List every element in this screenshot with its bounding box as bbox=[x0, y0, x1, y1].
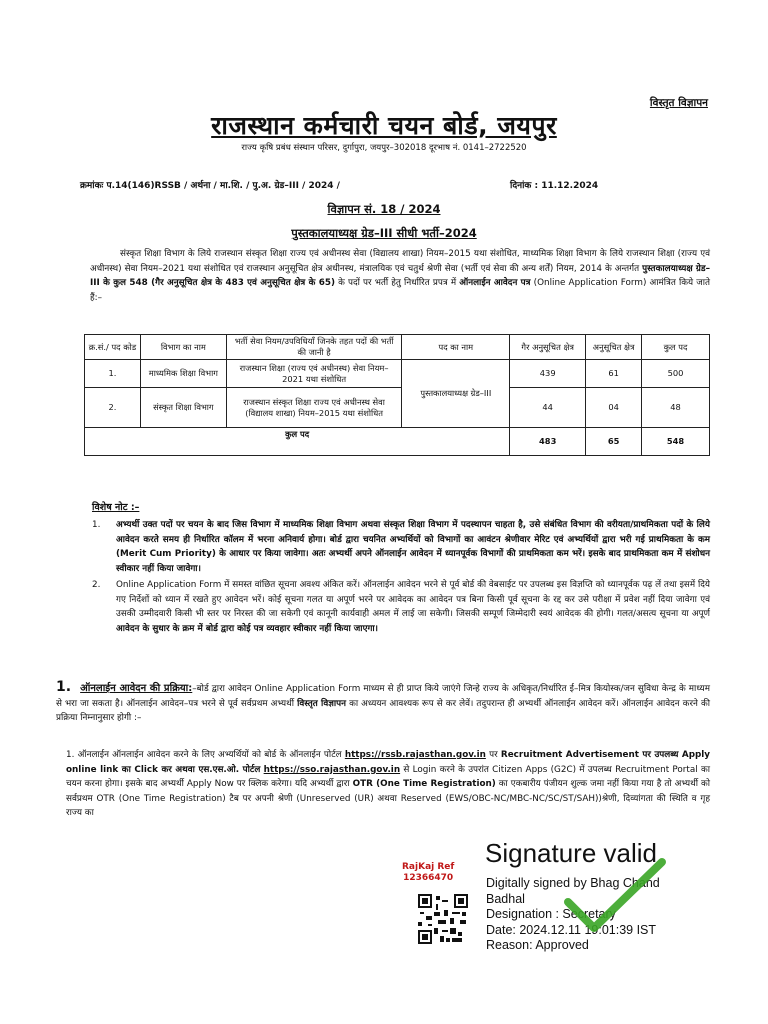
table-header-cell: कुल पद bbox=[642, 335, 710, 360]
signature-status: Signature valid bbox=[485, 838, 657, 868]
row-department: संस्कृत शिक्षा विभाग bbox=[140, 388, 226, 428]
sso-portal-link[interactable]: https://sso.rajasthan.gov.in bbox=[263, 764, 401, 775]
note-text: अभ्यर्थी उक्त पदों पर चयन के बाद जिस विभाग में माध्यमिक शिक्षा विभाग अथवा संस्कृत शिक्षा विभाग में पदस्थापन चाहता है, उसे संबंधित विभाग की वरीयता/प्राथमिकता पदों के लिये आवेदन करते समय ही निर्धारित कॉलम में भरना अनिवार्य होगा। बोर्ड द्वारा चयनित अभ्यर्थियों को विभागों का आवंटन श्रेणीवार मेरिट एवं अभ्यर्थियों द्वारा भरी गई प्राथमिकता के कम (Merit Cum Priority) के आधार पर किया जावेगा। अतः अभ्यर्थी अपने ऑनलाईन आवेदन में ध्यानपूर्वक विभागों की प्राथमिकता कम भरें। इसके बाद प्राथमिकता कम में संशोधन स्वीकार नहीं किया जावेगा। bbox=[116, 520, 710, 574]
table-header-cell: पद का नाम bbox=[402, 335, 510, 360]
signed-by: Digitally signed by Bhag Chand bbox=[486, 876, 660, 890]
process-step bbox=[66, 748, 710, 821]
signature-reason: Reason: Approved bbox=[486, 938, 589, 952]
section-text-a: –बोर्ड द्वारा आवेदन Online Application Form माध्यम से ही प्राप्त किये जाएंगे जिन्हे राज्य के अधिकृत/निर्धारित ई–मित्र कियोस्क/जन सुविधा केन्द्र के माध्यम से भरा जा सकता है। ऑनलाईन आवेदन–पत्र भरने से पूर्व सर्वप्रथम अभ्यर्थी bbox=[56, 684, 710, 709]
row-rules: राजस्थान शिक्षा (राज्य एवं अधीनस्थ) सेवा नियम–2021 यथा संशोधित bbox=[226, 360, 402, 388]
table-header-cell: भर्ती सेवा नियम/उपविधियाँ जिनके तहत पदों की भर्ती की जानी है bbox=[226, 335, 402, 360]
signer-surname: Badhal bbox=[486, 891, 525, 906]
row-total: 48 bbox=[642, 388, 710, 428]
note-text: Online Application Form में समस्त वांछित सूचना अवश्य अंकित करें। ऑनलाईन आवेदन भरने से पूर्व बोर्ड की वेबसाईट पर उपलब्ध इस विज्ञप्ति को ध्यानपूर्वक पढ़ लें तथा इसमें दिये गए निर्देशों को ध्यान में रखते हुए आवेदन भरें। कोई सूचना गलत या अपूर्ण भरने पर आवेदक का आवेदन पत्र बिना किसी पूर्व सूचना के रद्द कर उसे परीक्षा में प्रवेश नहीं दिया जावेगा एवं उसकी उम्मीदवारी किसी भी स्तर पर निरस्त की जा सकेगी एवं कानूनी कार्यवाही अमल में लाई जा सकेगी। जिसकी सम्पूर्ण जिम्मेदारी स्वयं आवेदक की होगी। गलत/असत्य सूचना या अपूर्ण bbox=[116, 580, 710, 619]
issue-date: दिनांक : 11.12.2024 bbox=[510, 181, 599, 191]
row-code: 2. bbox=[85, 388, 141, 428]
table-header-cell: क्र.सं./ पद कोड bbox=[85, 335, 141, 360]
note-bold-text: आवेदन के सुधार के क्रम में बोर्ड द्वारा कोई पत्र व्यवहार स्वीकार नहीं किया जाएगा। bbox=[116, 623, 379, 634]
online-process-section bbox=[56, 680, 710, 726]
reference-number: क्रमांकः प.14(146)RSSB / अर्थना / मा.शि. / पु.अ. ग्रेड–III / 2024 / bbox=[80, 181, 340, 191]
row-non-scheduled: 439 bbox=[510, 360, 586, 388]
row-scheduled: 61 bbox=[586, 360, 642, 388]
intro-text-3: (Online Application Form) आमंत्रित किये जाते हैं:– bbox=[90, 278, 711, 303]
section-bold: विस्तृत विज्ञापन bbox=[297, 698, 347, 709]
row-non-scheduled: 44 bbox=[510, 388, 586, 428]
step-text-3: Recruitment Advertisement पर उपलब्ध Apply online link का Click कर अथवा एस.एस.ओ. पोर्टल bbox=[66, 750, 711, 775]
intro-paragraph bbox=[90, 247, 710, 305]
rajkaj-number: 12366470 bbox=[403, 873, 454, 883]
board-title: राजस्थान कर्मचारी चयन बोर्ड, जयपुर bbox=[211, 111, 557, 140]
table-header-cell: गैर अनुसूचित क्षेत्र bbox=[510, 335, 586, 360]
signer-designation: Designation : Secretary bbox=[486, 907, 616, 921]
intro-text-2: के पदों पर भर्ती हेतु निर्धारित प्रपत्र में bbox=[338, 278, 457, 288]
intro-bold-2: ऑनलाईन आवेदन पत्र bbox=[459, 278, 531, 288]
note-item bbox=[92, 578, 710, 636]
note-number: 2. bbox=[92, 580, 101, 590]
qr-code-icon bbox=[418, 894, 468, 944]
table-header-row bbox=[85, 335, 710, 360]
table-header-cell: विभाग का नाम bbox=[140, 335, 226, 360]
step-text-4: से Login करने के उपरांत Citizen Apps (G2C) में उपलब्ध Recruitment Portal का चयन करना होगा। इसके बाद अभ्यर्थी Apply Now पर क्लिक करेगा। यदि अभ्यर्थी द्वारा bbox=[66, 764, 711, 789]
rajkaj-reference bbox=[402, 862, 454, 884]
table-row bbox=[85, 360, 710, 388]
total-scheduled: 65 bbox=[586, 428, 642, 456]
table-header-cell: अनुसूचित क्षेत्र bbox=[586, 335, 642, 360]
row-post-name: पुस्तकालयाध्यक्ष ग्रेड–III bbox=[402, 360, 510, 428]
signature-valid-check-icon bbox=[560, 856, 670, 936]
total-label: कुल पद bbox=[85, 428, 510, 456]
row-department: माध्यमिक शिक्षा विभाग bbox=[140, 360, 226, 388]
row-scheduled: 04 bbox=[586, 388, 642, 428]
step-text-6: का एकबारीय पंजीयन शुल्क जमा नहीं किया गया है तो अभ्यर्थी को सर्वप्रथम OTR (One Time Registration) टैब पर अपनी श्रेणी (Unreserved (UR) अथवा Reserved (EWS/OBC-NC/MBC-NC/SC/ST/SAH))श्रेणी, दिव्यांगता की स्थिति व गृह राज्य का bbox=[66, 779, 711, 818]
board-address: राज्य कृषि प्रबंध संस्थान परिसर, दुर्गापुरा, जयपुर–302018 दूरभाष नं. 0141–2722520 bbox=[241, 143, 527, 153]
note-number: 1. bbox=[92, 520, 101, 530]
special-note-heading: विशेष नोट :– bbox=[92, 502, 140, 513]
rssb-portal-link[interactable]: https://rssb.rajasthan.gov.in bbox=[344, 750, 486, 760]
table-row bbox=[85, 388, 710, 428]
posts-table bbox=[84, 334, 710, 456]
intro-text-1: संस्कृत शिक्षा विभाग के लिये राजस्थान संस्कृत शिक्षा राज्य एवं अधीनस्थ सेवा (विद्यालय शाखा) नियम–2015 यथा संशोधित, माध्यमिक शिक्षा विभाग के लिये राजस्थान शिक्षा (राज्य एवं अधीनस्थ) सेवा नियम–2021 यथा संशोधित एवं राजस्थान अनुसूचित क्षेत्र अधीनस्थ, मंत्रालयिक एवं चतुर्थ श्रेणी सेवा (भर्ती एवं सेवा की अन्य शर्तें) नियम, 2014 के अन्तर्गत bbox=[90, 249, 710, 274]
page-label: विस्तृत विज्ञापन bbox=[649, 97, 708, 109]
step-text-2: पर bbox=[489, 750, 498, 760]
advertisement-number: विज्ञापन सं. 18 / 2024 bbox=[327, 202, 441, 216]
row-total: 500 bbox=[642, 360, 710, 388]
step-text-5: OTR (One Time Registration) bbox=[352, 779, 496, 789]
total-non-scheduled: 483 bbox=[510, 428, 586, 456]
step-number: 1. bbox=[66, 750, 75, 760]
table-total-row bbox=[85, 428, 710, 456]
rajkaj-label: RajKaj Ref bbox=[402, 862, 455, 872]
step-text-1: ऑनलाईन ऑनलाईन आवेदन करने के लिए अभ्यर्थियों को बोर्ड के ऑनलाईन पोर्टल bbox=[77, 750, 342, 760]
intro-bold-1: पुस्तकालयाध्यक्ष ग्रेड–III के कुल 548 (गैर अनुसूचित क्षेत्र के 483 एवं अनुसूचित क्षेत्र के 65) bbox=[90, 263, 710, 288]
advertisement-title: पुस्तकालयाध्यक्ष ग्रेड–III सीधी भर्ती–2024 bbox=[291, 226, 477, 240]
note-item bbox=[92, 518, 710, 576]
row-rules: राजस्थान संस्कृत शिक्षा राज्य एवं अधीनस्थ सेवा (विद्यालय शाखा) नियम–2015 यथा संशोधित bbox=[226, 388, 402, 428]
total-posts: 548 bbox=[642, 428, 710, 456]
section-title: ऑनलाईन आवेदन की प्रक्रिया: bbox=[80, 683, 193, 694]
special-note-list bbox=[92, 518, 710, 638]
signature-date: Date: 2024.12.11 19:01:39 IST bbox=[486, 922, 657, 937]
section-number: 1. bbox=[56, 679, 72, 695]
section-text-b: का अध्ययन आवश्यक रूप से कर लेवें। तदुपरान्त ही अभ्यर्थी ऑनलाईन आवेदन करें। ऑनलाईन आवेदन करने की प्रक्रिया निम्नानुसार होगी :– bbox=[56, 698, 711, 723]
row-code: 1. bbox=[85, 360, 141, 388]
